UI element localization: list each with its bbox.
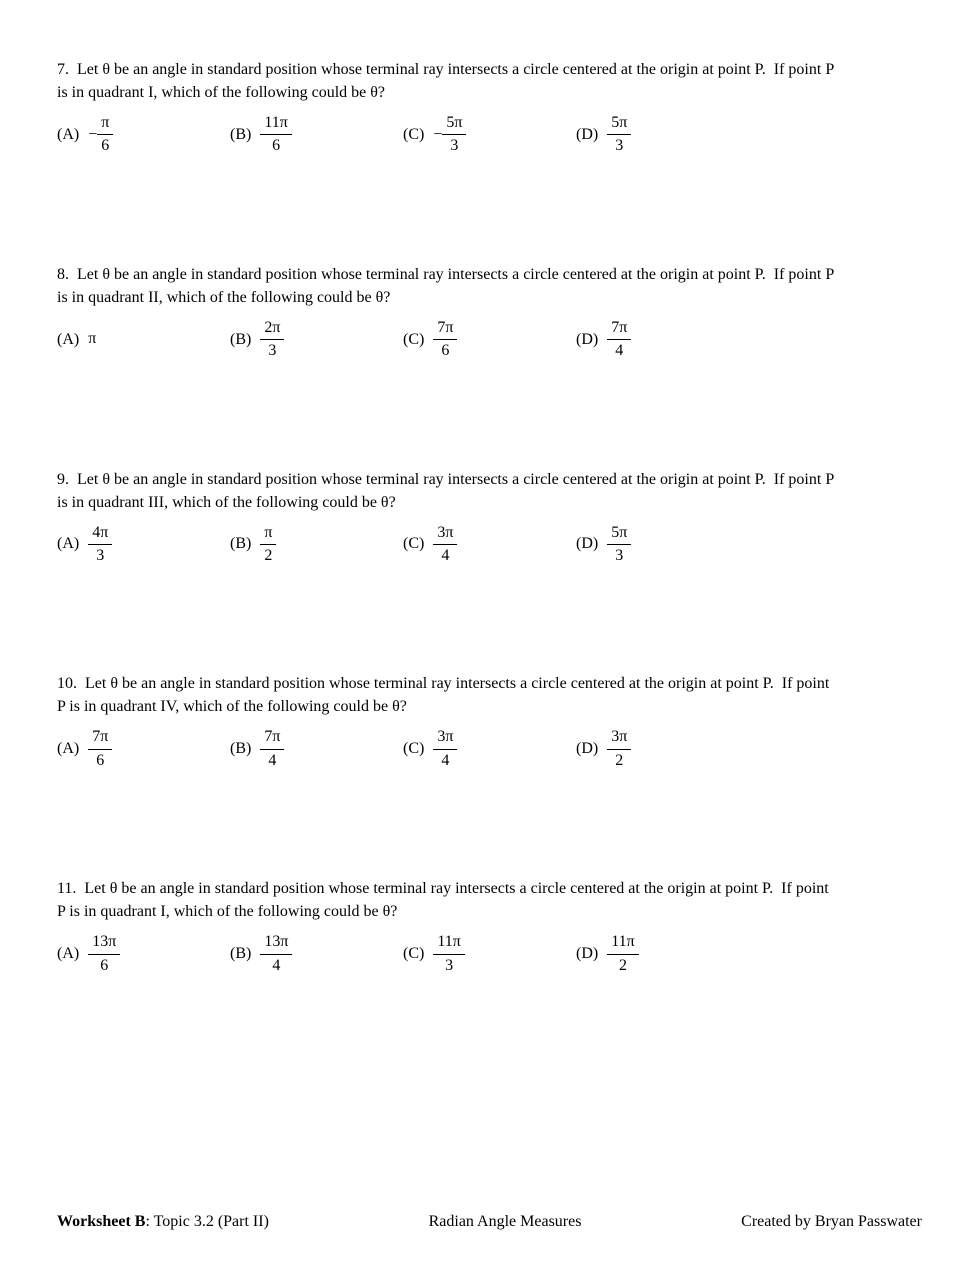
- choice-label: (B): [230, 535, 252, 553]
- choice-label: (C): [403, 740, 425, 758]
- fraction: [433, 728, 457, 770]
- footer-worksheet-label: [57, 1213, 269, 1231]
- fraction: [607, 933, 638, 975]
- numerator: π: [88, 330, 97, 348]
- fraction: [88, 728, 112, 770]
- choice-label: (A): [57, 945, 80, 963]
- fraction: [607, 728, 631, 770]
- footer-worksheet-topic: : Topic 3.2 (Part II): [145, 1213, 269, 1230]
- choice-label: (C): [403, 945, 425, 963]
- numerator: 3π: [437, 523, 454, 541]
- minus-sign: −: [433, 125, 443, 143]
- question-9-choice-a: [57, 524, 230, 566]
- numerator: 11π: [611, 933, 635, 951]
- numerator: 13π: [264, 933, 289, 951]
- fraction: [260, 319, 284, 361]
- question-9-choice-b: [230, 524, 403, 566]
- question-7-choice-d: [576, 114, 749, 156]
- question-7: [57, 58, 922, 156]
- question-11-choice-a: [57, 933, 230, 975]
- footer-worksheet-name: Worksheet B: [57, 1213, 146, 1230]
- question-10-text-line1: 10. Let θ be an angle in standard position whose terminal ray intersects a circle centered at the origin at point P. If point: [57, 675, 830, 693]
- question-9-choice-c: [403, 524, 576, 566]
- footer-credit: Created by Bryan Passwater: [741, 1213, 922, 1230]
- denominator: 4: [607, 339, 631, 360]
- question-8-text-line2: is in quadrant II, which of the following could be θ?: [57, 288, 391, 306]
- question-11-text-line2: P is in quadrant I, which of the following could be θ?: [57, 903, 398, 921]
- question-9-text-line2: is in quadrant III, which of the following could be θ?: [57, 493, 396, 511]
- fraction: [260, 524, 276, 566]
- question-8-text: [57, 263, 922, 309]
- choice-label: (D): [576, 535, 599, 553]
- question-7-text-line1: 7. Let θ be an angle in standard position whose terminal ray intersects a circle centered at the origin at point P. If point P: [57, 61, 835, 78]
- choice-label: (D): [576, 125, 599, 143]
- numerator: 11π: [264, 114, 288, 131]
- question-11-choices: [57, 933, 922, 975]
- choice-label: (D): [576, 740, 599, 758]
- denominator: 6: [97, 134, 113, 155]
- denominator: 4: [260, 749, 284, 770]
- question-10-choices: [57, 728, 922, 770]
- question-10-text-line2: P is in quadrant IV, which of the following could be θ?: [57, 698, 407, 716]
- question-9-text: [57, 468, 922, 514]
- question-8-choice-b: [230, 319, 403, 361]
- question-11-choice-b: [230, 933, 403, 975]
- numerator: π: [264, 523, 273, 541]
- question-7-text-line2: is in quadrant I, which of the following could be θ?: [57, 84, 386, 101]
- fraction: [607, 524, 631, 566]
- question-9: [57, 468, 922, 566]
- question-8-choice-d: [576, 319, 749, 361]
- choice-label: (B): [230, 740, 252, 758]
- choice-label: (A): [57, 535, 80, 553]
- question-9-choice-d: [576, 524, 749, 566]
- minus-sign: −: [88, 125, 98, 143]
- question-11-text-line1: 11. Let θ be an angle in standard position whose terminal ray intersects a circle centered at the origin at point P. If point: [57, 880, 829, 898]
- choice-label: (A): [57, 740, 80, 758]
- numerator: 5π: [446, 114, 463, 131]
- denominator: 6: [260, 134, 291, 155]
- denominator: 4: [433, 749, 457, 770]
- question-7-choice-a: [57, 114, 230, 156]
- denominator: 2: [260, 544, 276, 565]
- choice-label: (D): [576, 945, 599, 963]
- denominator: 4: [260, 954, 292, 975]
- question-7-choices: [57, 114, 922, 156]
- question-11: [57, 877, 922, 975]
- denominator: 3: [433, 954, 464, 975]
- choice-label: (A): [57, 330, 80, 348]
- question-10: [57, 672, 922, 770]
- numerator: π: [101, 114, 110, 131]
- question-10-choice-c: [403, 728, 576, 770]
- numerator: 3π: [437, 728, 454, 746]
- question-10-choice-d: [576, 728, 749, 770]
- numerator: 4π: [92, 523, 109, 541]
- question-8-choice-a: [57, 330, 230, 348]
- question-10-choice-b: [230, 728, 403, 770]
- fraction: [97, 114, 113, 156]
- question-7-text: [57, 58, 922, 104]
- fraction: [433, 933, 464, 975]
- choice-label: (B): [230, 330, 252, 348]
- denominator: 2: [607, 954, 638, 975]
- denominator: 3: [607, 544, 631, 565]
- question-8: [57, 263, 922, 361]
- denominator: 3: [260, 339, 284, 360]
- denominator: 6: [88, 954, 120, 975]
- denominator: 2: [607, 749, 631, 770]
- numerator: 5π: [611, 523, 628, 541]
- question-7-choice-b: [230, 114, 403, 156]
- choice-label: (A): [57, 125, 80, 143]
- numerator: 11π: [437, 933, 461, 951]
- question-9-choices: [57, 524, 922, 566]
- choice-label: (C): [403, 125, 425, 143]
- denominator: 3: [88, 544, 112, 565]
- fraction: [607, 114, 631, 156]
- question-11-choice-d: [576, 933, 749, 975]
- fraction: [442, 114, 466, 156]
- question-9-text-line1: 9. Let θ be an angle in standard position whose terminal ray intersects a circle centered at the origin at point P. If point P: [57, 470, 835, 488]
- question-11-choice-c: [403, 933, 576, 975]
- question-8-choice-c: [403, 319, 576, 361]
- fraction: [433, 319, 457, 361]
- question-10-text: [57, 672, 922, 718]
- footer-title: Radian Angle Measures: [428, 1213, 582, 1230]
- fraction: [260, 728, 284, 770]
- numerator: 7π: [611, 318, 628, 336]
- numerator: 2π: [264, 318, 281, 336]
- numerator: 7π: [92, 728, 109, 746]
- numerator: 13π: [92, 933, 117, 951]
- denominator: 6: [433, 339, 457, 360]
- fraction: [260, 933, 292, 975]
- denominator: 6: [88, 749, 112, 770]
- question-7-choice-c: [403, 114, 576, 156]
- question-10-choice-a: [57, 728, 230, 770]
- fraction: [88, 524, 112, 566]
- denominator: 3: [607, 134, 631, 155]
- fraction: [433, 524, 457, 566]
- denominator: 4: [433, 544, 457, 565]
- numerator: 7π: [437, 318, 454, 336]
- choice-label: (C): [403, 535, 425, 553]
- numerator: 3π: [611, 728, 628, 746]
- choice-label: (B): [230, 125, 252, 143]
- choice-label: (C): [403, 330, 425, 348]
- question-8-choices: [57, 319, 922, 361]
- numerator: 5π: [611, 114, 628, 131]
- choice-label: (D): [576, 330, 599, 348]
- numerator: 7π: [264, 728, 281, 746]
- choice-label: (B): [230, 945, 252, 963]
- fraction: [260, 114, 291, 156]
- question-11-text: [57, 877, 922, 923]
- fraction: [88, 330, 96, 348]
- question-8-text-line1: 8. Let θ be an angle in standard position whose terminal ray intersects a circle centered at the origin at point P. If point P: [57, 265, 835, 283]
- footer: [57, 1213, 922, 1231]
- denominator: 3: [442, 134, 466, 155]
- fraction: [607, 319, 631, 361]
- fraction: [88, 933, 120, 975]
